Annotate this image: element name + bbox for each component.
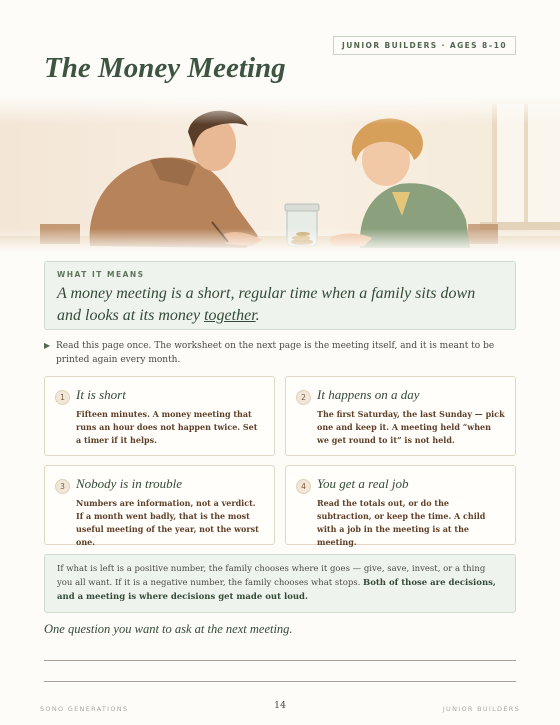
answer-line[interactable] xyxy=(44,681,516,682)
hero-illustration xyxy=(0,96,560,252)
principle-card xyxy=(44,465,275,545)
answer-line[interactable] xyxy=(44,660,516,661)
triangle-right-icon: ▶ xyxy=(44,341,51,350)
principle-card xyxy=(44,376,275,456)
card-number: 4 xyxy=(296,479,311,494)
principle-card xyxy=(285,376,516,456)
reading-note-text: Read this page once. The worksheet on the next page is the meeting itself, and it is meant to be printed again every month. xyxy=(56,341,495,365)
card-heading: Nobody is in trouble xyxy=(76,476,183,491)
card-heading: You get a real job xyxy=(317,476,409,491)
page-title: The Money Meeting xyxy=(44,52,286,84)
card-heading: It happens on a day xyxy=(317,387,420,402)
card-body: Fifteen minutes. A money meeting that runs an hour does not happen twice. Set a timer if it helps. xyxy=(76,409,258,445)
card-body: The first Saturday, the last Sunday — pick one and keep it. A meeting held “when we get round to it” is not held. xyxy=(317,409,505,445)
age-badge: JUNIOR BUILDERS · AGES 8–10 xyxy=(333,36,516,55)
summary-emphasis: Both of those are decisions, and a meeting is where decisions get made out loud. xyxy=(57,578,496,602)
card-number: 1 xyxy=(55,390,70,405)
page-number: 14 xyxy=(273,700,287,711)
footer-section: JUNIOR BUILDERS xyxy=(442,705,520,713)
card-number: 3 xyxy=(55,479,70,494)
underlined-word: together xyxy=(204,307,256,324)
card-body: Read the totals out, or do the subtraction, or keep the time. A child with a job in the meeting is at the meeting. xyxy=(317,498,486,547)
definition-box xyxy=(44,261,516,330)
decision-summary: If what is left is a positive number, the family chooses where it goes — give, save, invest, or a thing you all want. If it is a negative number, the family chooses what stops. Both of those are decisions, and a meeting is where decisions get made out loud. xyxy=(44,554,516,613)
definition-text: A money meeting is a short, regular time when a family sits down and looks at its money together. xyxy=(57,285,476,324)
card-number: 2 xyxy=(296,390,311,405)
worksheet-question: One question you want to ask at the next meeting. xyxy=(44,622,293,636)
footer-brand: SONO GENERATIONS xyxy=(40,705,129,713)
reading-note xyxy=(44,339,516,367)
card-heading: It is short xyxy=(76,387,126,402)
principle-card xyxy=(285,465,516,545)
card-body: Numbers are information, not a verdict. If a month went badly, that is the most useful meeting of the year, not the worst one. xyxy=(76,498,259,547)
definition-label: WHAT IT MEANS xyxy=(57,270,145,279)
